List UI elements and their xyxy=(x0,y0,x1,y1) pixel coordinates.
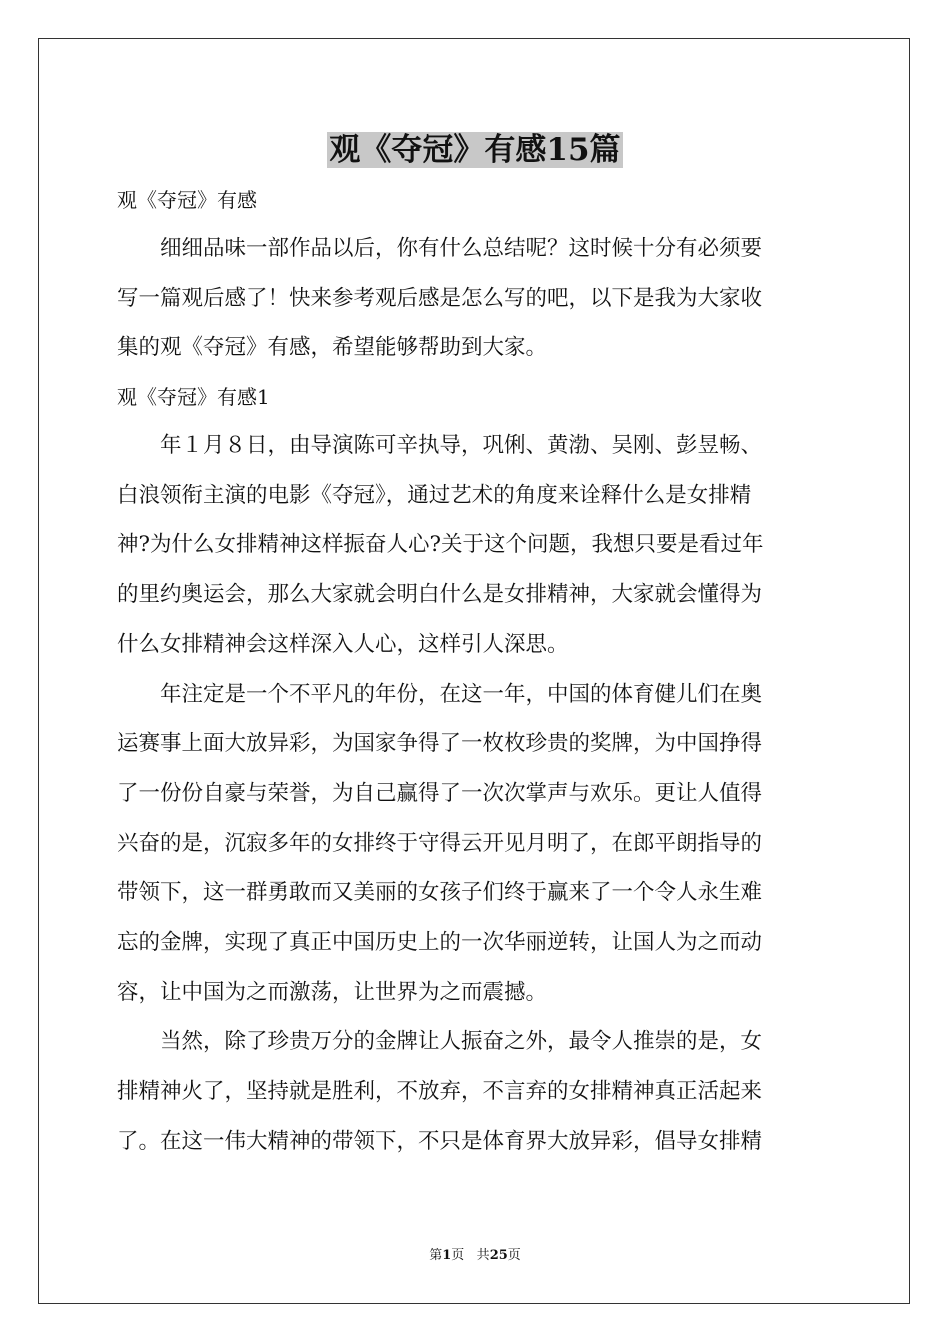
paragraph xyxy=(117,421,833,669)
paragraph-line: 集的观《夺冠》有感，希望能够帮助到大家。 xyxy=(117,335,548,361)
paragraph-line: 了。在这一伟大精神的带领下，不只是体育界大放异彩，倡导女排精 xyxy=(117,1128,763,1154)
section-heading: 观《夺冠》有感1 xyxy=(117,385,270,410)
paragraph-line: 容，让中国为之而激荡，让世界为之而震撼。 xyxy=(117,979,548,1005)
paragraph-line: 神?为什么女排精神这样振奋人心?关于这个问题，我想只要是看过年 xyxy=(117,532,764,558)
page-footer xyxy=(0,1246,950,1266)
paragraph-line: 什么女排精神会这样深入人心，这样引人深思。 xyxy=(117,631,569,657)
paragraph xyxy=(117,224,833,373)
paragraph-line: 兴奋的是，沉寂多年的女排终于守得云开见月明了，在郎平朗指导的 xyxy=(117,830,763,856)
footer-page-number: 1 xyxy=(442,1248,452,1263)
paragraph-line: 的里约奥运会，那么大家就会明白什么是女排精神，大家就会懂得为 xyxy=(117,582,763,608)
paragraph-line: 排精神火了，坚持就是胜利，不放弃，不言弃的女排精神真正活起来 xyxy=(117,1079,763,1104)
paragraph-line: 了一份份自豪与荣誉，为自己赢得了一次次掌声与欢乐。更让人值得 xyxy=(117,780,763,806)
footer-page-suffix: 页 xyxy=(451,1248,465,1263)
paragraph xyxy=(117,670,833,1018)
paragraph-line: 写一篇观后感了！快来参考观后感是怎么写的吧，以下是我为大家收 xyxy=(117,285,763,311)
paragraph-line: 细细品味一部作品以后，你有什么总结呢？这时候十分有必须要 xyxy=(117,236,763,261)
document-title xyxy=(0,128,950,172)
paragraph xyxy=(117,1017,833,1166)
paragraph-line: 年１月８日，由导演陈可辛执导，巩俐、黄渤、吴刚、彭昱畅、 xyxy=(117,433,763,459)
paragraph-line: 运赛事上面大放异彩，为国家争得了一枚枚珍贵的奖牌，为中国挣得 xyxy=(117,731,763,757)
footer-total-prefix: 共 xyxy=(476,1248,490,1263)
paragraph-line: 忘的金牌，实现了真正中国历史上的一次华丽逆转，让国人为之而动 xyxy=(117,929,763,955)
paragraph-line: 带领下，这一群勇敢而又美丽的女孩子们终于赢来了一个令人永生难 xyxy=(117,880,763,906)
document-title-text: 观《夺冠》有感15篇 xyxy=(329,132,621,168)
footer-prefix: 第 xyxy=(429,1248,443,1263)
paragraph-line: 当然，除了珍贵万分的金牌让人振奋之外，最令人推崇的是，女 xyxy=(117,1029,763,1055)
paragraph-line: 年注定是一个不平凡的年份，在这一年，中国的体育健儿们在奥 xyxy=(117,681,763,707)
section-heading: 观《夺冠》有感 xyxy=(117,188,257,212)
paragraph-line: 白浪领衔主演的电影《夺冠》，通过艺术的角度来诠释什么是女排精 xyxy=(117,482,752,508)
document-body xyxy=(117,176,833,1166)
footer-total-pages: 25 xyxy=(489,1248,508,1263)
footer-total-suffix: 页 xyxy=(507,1248,521,1263)
